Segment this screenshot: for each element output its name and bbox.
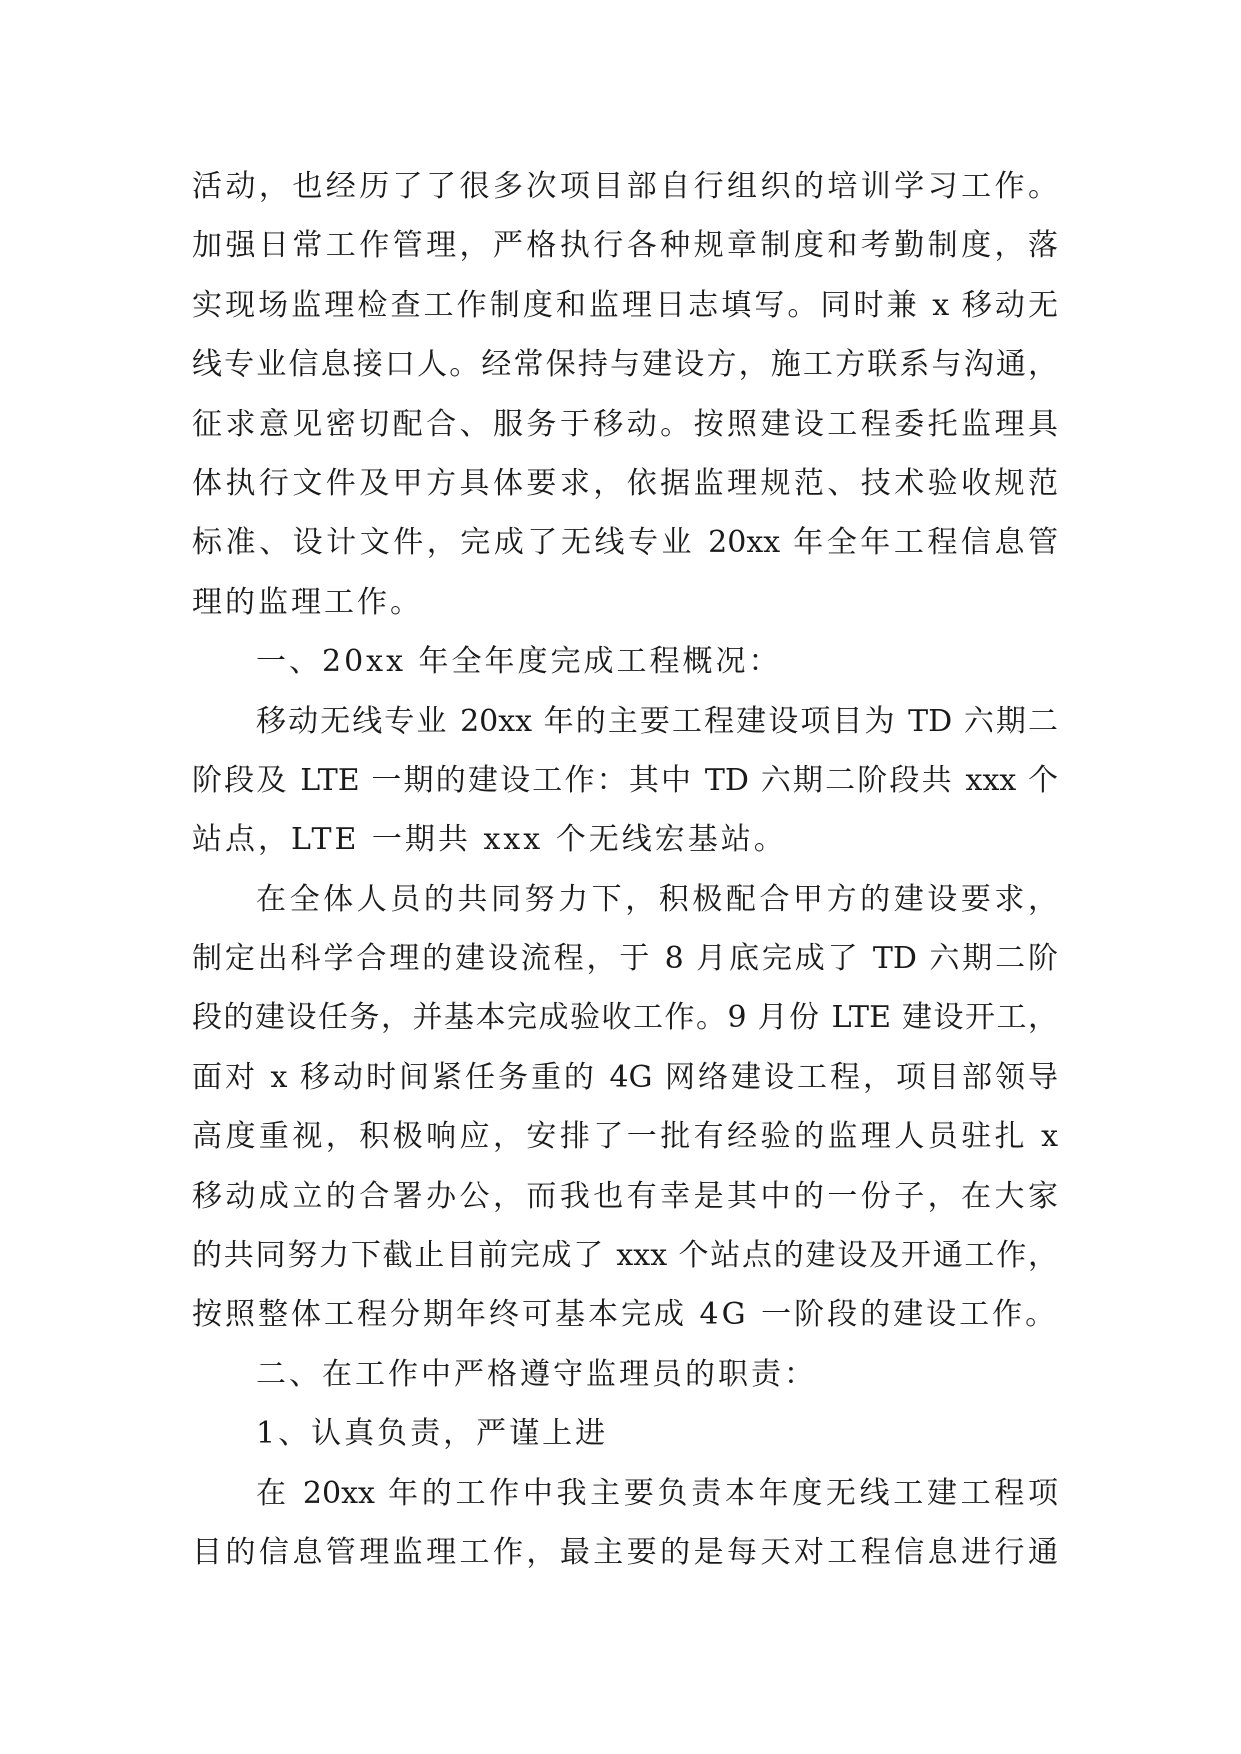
text-line: 线专业信息接口人。经常保持与建设方，施工方联系与沟通，: [192, 347, 1058, 383]
text-line: 活动，也经历了了很多次项目部自行组织的培训学习工作。: [192, 169, 1058, 204]
text-line: 移动成立的合署办公，而我也有幸是其中的一份子，在大家: [192, 1178, 1058, 1214]
text-line: 的共同努力下截止目前完成了 xxx 个站点的建设及开通工作，: [192, 1238, 1058, 1274]
text-line: 征求意见密切配合、服务于移动。按照建设工程委托监理具: [192, 406, 1058, 442]
text-line: 制定出科学合理的建设流程，于 8 月底完成了 TD 六期二阶: [192, 941, 1058, 977]
text-line: 高度重视，积极响应，安排了一批有经验的监理人员驻扎 x: [192, 1119, 1058, 1155]
text-line: 面对 x 移动时间紧任务重的 4G 网络建设工程，项目部领导: [192, 1059, 1058, 1095]
text-line: 阶段及 LTE 一期的建设工作：其中 TD 六期二阶段共 xxx 个: [192, 762, 1058, 798]
text-line: 加强日常工作管理，严格执行各种规章制度和考勤制度，落: [192, 228, 1058, 264]
subsection-heading: 1、认真负责，严谨上进: [256, 1416, 609, 1452]
text-line: 实现场监理检查工作制度和监理日志填写。同时兼 x 移动无: [192, 287, 1058, 323]
text-line: 站点，LTE 一期共 xxx 个无线宏基站。: [192, 822, 787, 858]
text-line: 移动无线专业 20xx 年的主要工程建设项目为 TD 六期二: [256, 703, 1058, 739]
text-line: 体执行文件及甲方具体要求，依据监理规范、技术验收规范: [192, 465, 1058, 501]
text-line: 标准、设计文件，完成了无线专业 20xx 年全年工程信息管: [192, 525, 1058, 561]
text-line: 按照整体工程分期年终可基本完成 4G 一阶段的建设工作。: [192, 1297, 1059, 1333]
text-line: 理的监理工作。: [192, 584, 423, 620]
text-line: 段的建设任务，并基本完成验收工作。9 月份 LTE 建设开工，: [192, 1000, 1058, 1036]
text-line: 在 20xx 年的工作中我主要负责本年度无线工建工程项: [256, 1475, 1058, 1511]
section-heading: 一、20xx 年全年度完成工程概况：: [256, 644, 782, 680]
document-body: [192, 157, 1058, 1582]
section-heading: 二、在工作中严格遵守监理员的职责：: [256, 1356, 817, 1392]
text-line: 在全体人员的共同努力下，积极配合甲方的建设要求，: [256, 881, 1058, 917]
text-line: 目的信息管理监理工作，最主要的是每天对工程信息进行通: [192, 1534, 1058, 1570]
